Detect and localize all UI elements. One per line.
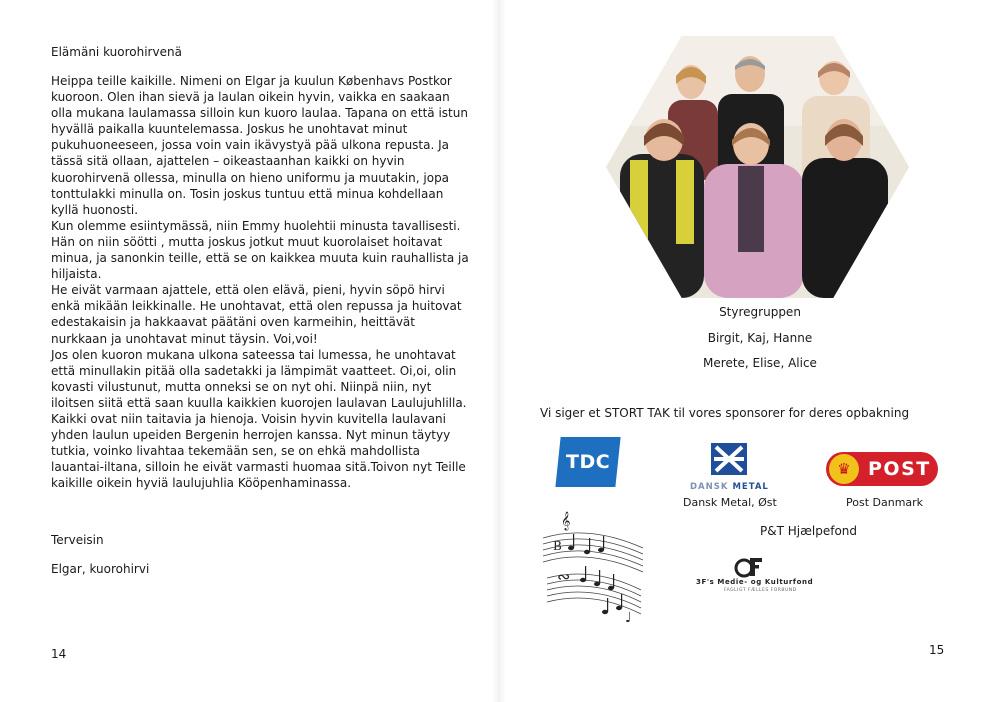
photo-caption: Styregruppen: [719, 305, 801, 319]
paragraph: Jos olen kuoron mukana ulkona sateessa tai lumessa, he unohtavat että minullakin pitää olla sadetakki ja lämpimät vaatteet. Oi,oi, olin kovasti vilustunut, mutta onneksi se on nyt ohi. Niinpä niin, nyt iloitsen siitä että saan kuulla kaikkien kuorojen laulavan Laulujuhlilla.: [51, 347, 467, 410]
svg-text:♩: ♩: [625, 610, 632, 626]
article-body: [51, 73, 471, 491]
book-spine: [492, 0, 506, 702]
3f-fund-name: 3F's Medie- og Kulturfond: [696, 578, 814, 586]
paragraph: Kun olemme esiintymässä, niin Emmy huolehtii minusta tavallisesti. Hän on niin söötti , mutta joskus jotkut muut kuorolaiset hoitavat minua, ja sanonkin teille, että se on kaikkea muuta kuin rauhallista ja hiljaista.: [51, 218, 469, 282]
sponsor-thanks: Vi siger et STORT TAK til vores sponsorer for deres opbakning: [540, 406, 910, 420]
dansk-metal-wordmark-2: METAL: [732, 482, 769, 492]
svg-text:∾: ∾: [557, 567, 571, 586]
music-notes-icon: [539, 508, 647, 630]
paragraph: Heippa teille kaikille. Nimeni on Elgar ja kuulun Københavs Postkor kuoroon. Olen ihan sievä ja laulan oikein hyvin, vaikka en saakaan olla mukana laulamassa silloin kun kuoro laulaa. Tapana on että istun hyvällä paikalla kuuntelemassa. Joskus he unohtavat minut pukuhuoneeseen, jossa voin vain ikävystyä pää ulkona repusta. Ja tässä sitä ollaan, ajattelen – oikeastaanhan kaikki on hyvin kuorohirvenä ollessa, minulla on hieno uniformu ja muutakin, jopa tonttulakki minulla on. Tosin joskus tuntuu että minua kohdellaan kyllä huonosti.: [51, 74, 468, 217]
horn-crown-icon: ♛: [829, 454, 859, 484]
dansk-metal-x-icon: [711, 443, 747, 475]
paragraph: Kaikki ovat niin taitavia ja hienoja. Voisin hyvin kuvitella laulavani yhden laulun upeiden Bergenin herrojen kanssa. Nyt minun täytyy tutkia, voinko livahtaa tekemään sen, se on ehkä mahdollista lauantai-iltana, silloin he eivät varmasti huomaa sitä.Toivon nyt Teille kaikille oikein hyviä laulujuhlia Kööpenhaminassa.: [51, 411, 466, 491]
dansk-metal-wordmark-1: DANSK: [690, 482, 729, 492]
signature: Elgar, kuorohirvi: [51, 562, 150, 576]
3f-fund-mark-icon: [734, 556, 764, 578]
svg-text:𝄞: 𝄞: [561, 511, 571, 530]
greeting: Terveisin: [51, 533, 104, 547]
post-danmark-label: Post Danmark: [846, 496, 924, 509]
music-notes-illustration: [539, 508, 647, 630]
dansk-metal-label: Dansk Metal, Øst: [683, 496, 777, 509]
page-number-left: 14: [51, 647, 67, 661]
post-logo-text: POST: [868, 458, 931, 480]
tdc-logo: [555, 437, 620, 487]
dansk-metal-wordmark: [690, 482, 769, 492]
dansk-metal-logo: [711, 443, 747, 475]
svg-text:B: B: [553, 539, 562, 553]
names-line-1: Birgit, Kaj, Hanne: [707, 331, 813, 345]
page-number-right: 15: [929, 643, 945, 657]
tdc-logo-text: TDC: [565, 451, 611, 473]
pt-hjaelpefond-label: P&T Hjælpefond: [760, 524, 858, 538]
article-title: Elämäni kuorohirvenä: [51, 45, 182, 59]
post-danmark-logo: [826, 452, 938, 486]
3f-fund-subtitle: FAGLIGT FÆLLES FORBUND: [724, 588, 797, 593]
names-line-2: Merete, Elise, Alice: [703, 356, 817, 370]
paragraph: He eivät varmaan ajattele, että olen elävä, pieni, hyvin söpö hirvi enkä mikään leikkinalle. He unohtavat, että olen repussa ja huitovat edestakaisin ja hakkaavat päätäni oven karmeihin, heittävät nurkkaan ja unohtavat minut täysin. Voi,voi!: [51, 283, 462, 346]
